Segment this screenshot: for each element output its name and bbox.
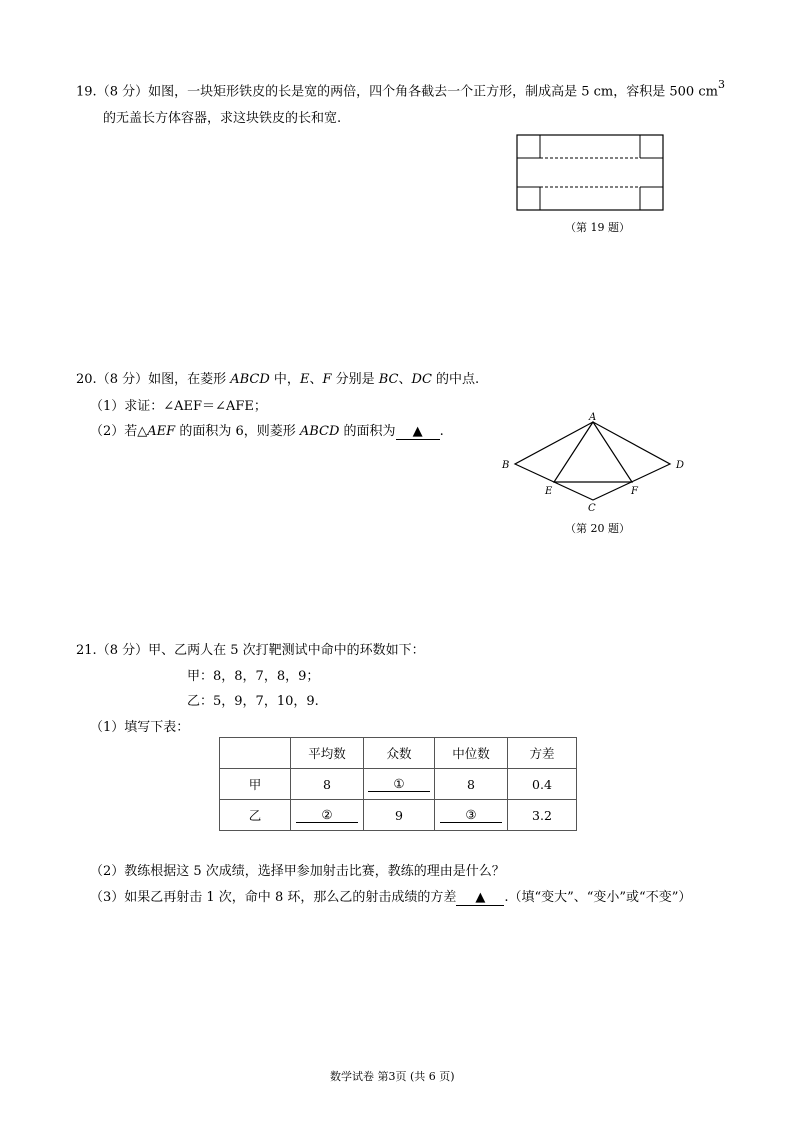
median-cell: 8 xyxy=(435,769,508,800)
q21-score: （8 分） xyxy=(96,643,149,658)
answer-blank-1[interactable]: ① xyxy=(368,777,430,792)
table-header-cell: 方差 xyxy=(508,738,577,769)
q19-line2: 的无盖长方体容器，求这块铁皮的长和宽. xyxy=(103,111,342,126)
q20-label-b: B xyxy=(502,460,510,471)
variance-cell: 0.4 xyxy=(508,769,577,800)
table-header-cell: 平均数 xyxy=(291,738,364,769)
mode-cell[interactable] xyxy=(364,769,435,800)
q21-answer-blank[interactable]: ▲ xyxy=(456,890,504,906)
q19-outer-rectangle xyxy=(517,135,663,210)
mode-cell: 9 xyxy=(364,800,435,831)
q20-label-a: A xyxy=(589,412,597,423)
q20-stem xyxy=(76,368,479,387)
q20-text: 如图，在菱形 xyxy=(148,372,231,387)
q19-score: （8 分） xyxy=(96,84,149,100)
q20-var: AEF xyxy=(147,424,176,439)
q20-var: F xyxy=(322,372,332,387)
q20-text: 的面积为 6，则菱形 xyxy=(175,424,300,439)
q20-var: ABCD xyxy=(230,372,270,387)
q20-caption: （第 20 题） xyxy=(565,522,630,535)
q20-label-d: D xyxy=(676,460,685,471)
table-header-cell xyxy=(220,738,291,769)
row-name: 乙 xyxy=(220,800,291,831)
q21-intro: 甲、乙两人在 5 次打靶测试中命中的环数如下： xyxy=(148,643,425,658)
q19-line1 xyxy=(76,80,725,99)
q20-label-c: C xyxy=(588,503,596,514)
q19-text-1: 如图，一块矩形铁皮的长是宽的两倍，四个角各截去一个正方形，制成高是 5 cm，容积是 500 cm xyxy=(148,84,718,100)
table-header-cell: 中位数 xyxy=(435,738,508,769)
q19-number: 19. xyxy=(76,84,97,100)
q20-answer-blank[interactable]: ▲ xyxy=(396,424,440,440)
answer-blank-3[interactable]: ③ xyxy=(440,808,502,823)
mean-cell: 8 xyxy=(291,769,364,800)
variance-cell: 3.2 xyxy=(508,800,577,831)
q21-number: 21. xyxy=(76,643,97,658)
q21-jia-scores: 甲：8，8，7，8，9； xyxy=(187,669,320,684)
q21-stem xyxy=(76,639,425,658)
q20-text: 、 xyxy=(398,372,412,387)
q19-caption: （第 19 题） xyxy=(565,221,630,234)
q20-text: 、 xyxy=(309,372,323,387)
q20-rhombus xyxy=(515,422,670,500)
q19-figure xyxy=(516,134,664,212)
q20-label-f: F xyxy=(631,486,638,497)
q20-text: （2）若△ xyxy=(90,424,148,439)
mean-cell[interactable] xyxy=(291,800,364,831)
q20-text: 中， xyxy=(269,372,300,387)
q20-number: 20. xyxy=(76,372,97,387)
q21-part3 xyxy=(90,886,691,906)
q20-text: 分别是 xyxy=(331,372,379,387)
q21-part3-suffix: .（填“变大”、“变小”或“不变”） xyxy=(504,890,692,905)
q20-triangle-aef xyxy=(554,422,632,482)
q20-var: BC xyxy=(378,372,399,387)
q21-part3-text: （3）如果乙再射击 1 次，命中 8 环，那么乙的射击成绩的方差 xyxy=(90,890,457,905)
q19-superscript: 3 xyxy=(717,78,725,91)
median-cell[interactable] xyxy=(435,800,508,831)
q21-yi-scores: 乙：5，9，7，10，9. xyxy=(187,694,319,709)
q20-label-e: E xyxy=(545,486,553,497)
table-header-cell: 众数 xyxy=(364,738,435,769)
q20-var: E xyxy=(299,372,310,387)
table-row xyxy=(220,769,577,800)
q20-figure xyxy=(500,412,700,517)
q21-stats-table xyxy=(219,737,577,831)
q20-var: DC xyxy=(411,372,432,387)
q21-part2: （2）教练根据这 5 次成绩，选择甲参加射击比赛，教练的理由是什么？ xyxy=(90,864,505,879)
q20-text: 的中点. xyxy=(431,372,480,387)
answer-blank-2[interactable]: ② xyxy=(296,808,358,823)
q20-part1: （1）求证：∠AEF＝∠AFE； xyxy=(90,399,267,414)
page-footer: 数学试卷 第3页 (共 6 页) xyxy=(330,1070,455,1083)
table-header-row xyxy=(220,738,577,769)
q20-score: （8 分） xyxy=(96,372,149,387)
q20-period: . xyxy=(439,424,444,439)
q21-part1: （1）填写下表： xyxy=(90,720,190,735)
q20-text: 的面积为 xyxy=(339,424,396,439)
q20-var: ABCD xyxy=(299,424,340,439)
table-row xyxy=(220,800,577,831)
q20-part2 xyxy=(90,420,444,440)
row-name: 甲 xyxy=(220,769,291,800)
